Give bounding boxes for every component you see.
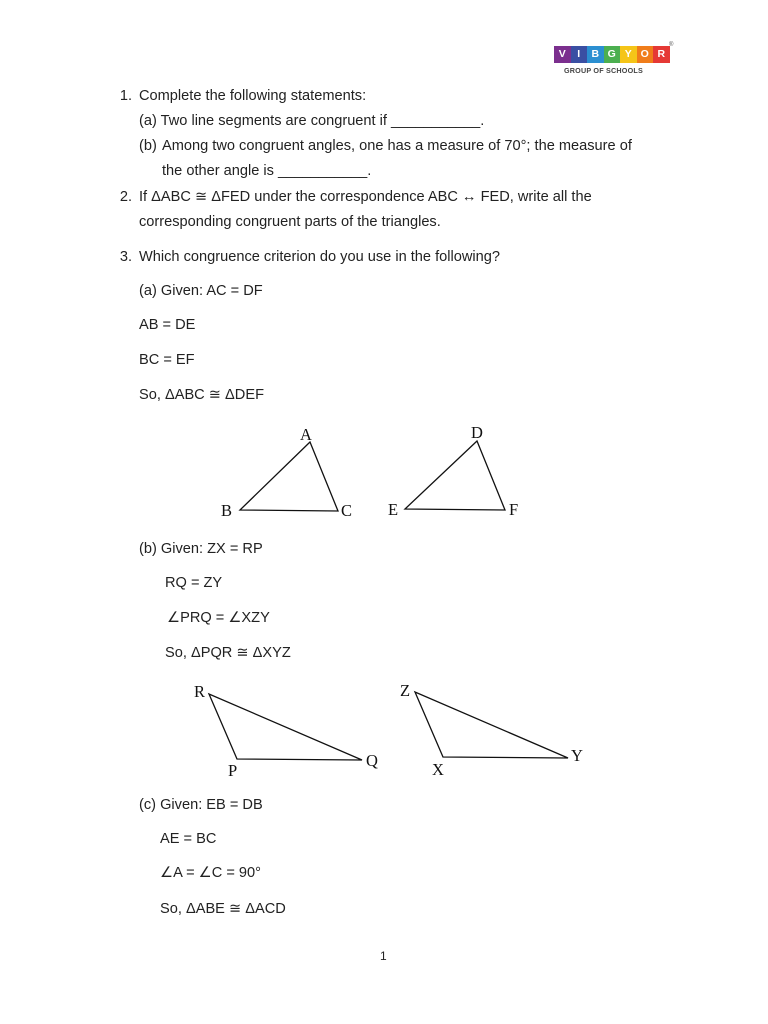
vertex-label-y: Y [571,746,583,765]
triangle-abc [240,442,338,511]
q1-number: 1. [119,88,132,104]
q3b-line: RQ = ZY [165,575,223,591]
q1b-label: (b) [139,138,157,154]
q3-number: 3. [119,249,132,265]
q3c-given: (c) Given: EB = DB [139,797,263,813]
q1-text: Complete the following statements: [139,88,367,104]
q3c-line: ∠A = ∠C = 90° [160,865,261,881]
registered-mark: ® [669,42,674,48]
q3a-given: (a) Given: AC = DF [139,283,263,299]
logo-letter: V [554,46,571,63]
logo-letter: O [637,46,654,63]
q1b-line1: Among two congruent angles, one has a measure of 70°; the measure of [162,138,632,154]
q2-line1: If ΔABC ≅ ΔFED under the correspondence ABC ↔ FED, write all the [139,189,592,205]
logo-subtitle: GROUP OF SCHOOLS [564,66,643,75]
vertex-label-x: X [432,760,444,779]
vertex-label-q: Q [366,751,378,770]
q3b-conclusion: So, ΔPQR ≅ ΔXYZ [165,645,291,661]
q3a-line: BC = EF [139,352,195,368]
vertex-label-f: F [509,500,519,519]
q1b-line2: the other angle is ___________. [162,163,372,179]
triangle-pqr [209,694,362,760]
vertex-label-z: Z [400,681,411,700]
q3c-conclusion: So, ΔABE ≅ ΔACD [160,901,286,917]
vertex-label-c: C [341,501,353,520]
vertex-label-r: R [194,682,206,701]
logo-letter: I [571,46,588,63]
vertex-label-a: A [300,425,312,444]
vertex-label-d: D [471,423,483,442]
logo-letter: B [587,46,604,63]
vertex-label-e: E [388,500,399,519]
logo-letter: G [604,46,621,63]
q3b-line: ∠PRQ = ∠XZY [167,610,270,626]
q2-number: 2. [119,189,132,205]
vertex-label-b: B [221,501,233,520]
q3c-line: AE = BC [160,831,217,847]
q1a-text: (a) Two line segments are congruent if ___________. [139,113,485,129]
logo-letter: R [653,46,670,63]
triangle-xyz [415,692,568,758]
q2-line2: corresponding congruent parts of the triangles. [139,214,441,230]
page-number: 1 [380,949,387,963]
triangle-def [405,441,505,510]
vertex-label-p: P [228,761,238,780]
logo-letter: Y [620,46,637,63]
q3b-given: (b) Given: ZX = RP [139,541,263,557]
q3a-conclusion: So, ΔABC ≅ ΔDEF [139,387,264,403]
q3a-line: AB = DE [139,317,196,333]
q3-text: Which congruence criterion do you use in the following? [139,249,500,265]
